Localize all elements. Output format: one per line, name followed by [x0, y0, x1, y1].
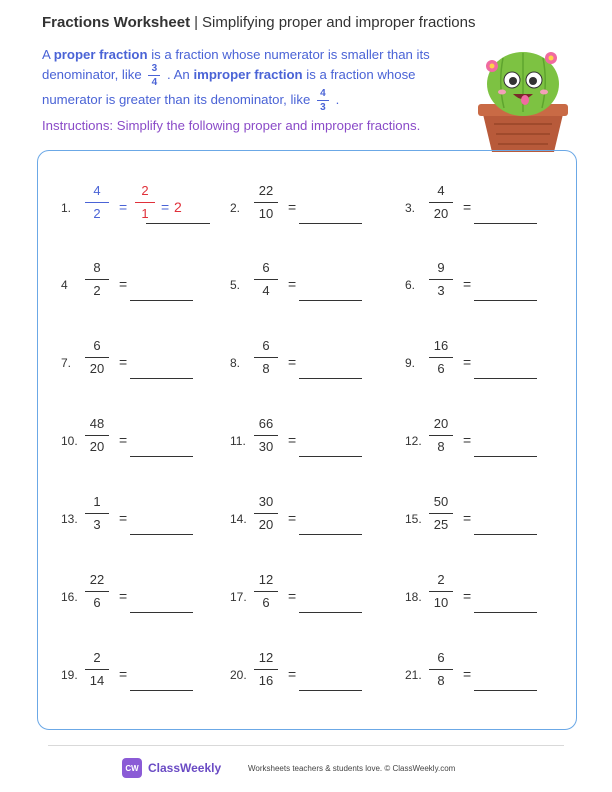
worksheet-header: [42, 14, 475, 31]
intro-text: is a fraction whose numerator is greater than its denominator, like: [42, 66, 416, 107]
fraction-numerator: 6: [262, 260, 270, 275]
problem-fraction: [254, 650, 278, 689]
fraction-numerator: 1: [93, 494, 101, 509]
equals-sign: =: [288, 276, 297, 292]
fraction-bar: [85, 513, 109, 514]
problem-fraction: [429, 260, 453, 299]
problem-fraction: [429, 183, 453, 222]
fraction-bar: [85, 357, 109, 358]
problem-number: 5.: [230, 278, 241, 292]
problem: [61, 412, 231, 468]
problem-number: 20.: [230, 668, 247, 682]
fraction-numerator: 2: [141, 183, 149, 198]
example-fraction: [85, 183, 109, 222]
fraction-denominator: 6: [262, 595, 270, 610]
problem: [61, 490, 231, 546]
instructions-label: Instructions:: [42, 118, 114, 133]
fraction-denominator: 3: [320, 102, 326, 113]
problem: [405, 179, 575, 235]
fraction-denominator: 14: [89, 673, 105, 688]
term-proper-fraction: proper fraction: [53, 47, 148, 62]
problem-fraction: [85, 494, 109, 533]
problem-fraction: [85, 650, 109, 689]
problem: [405, 490, 575, 546]
fraction-bar: [254, 202, 278, 203]
problem: [61, 334, 231, 390]
example-result: 2: [174, 199, 182, 215]
fraction-denominator: 4: [262, 283, 270, 298]
problem: [405, 256, 575, 312]
answer-line[interactable]: [130, 300, 193, 301]
equals-sign: =: [288, 432, 297, 448]
fraction-bar: [254, 435, 278, 436]
problem: [230, 412, 400, 468]
fraction-numerator: 48: [89, 416, 105, 431]
problem-number: 2.: [230, 201, 241, 215]
answer-line[interactable]: [299, 456, 362, 457]
equals-sign: =: [288, 354, 297, 370]
problem-fraction: [254, 416, 278, 455]
problem: [230, 334, 400, 390]
answer-line[interactable]: [474, 223, 537, 224]
problem-number: 7.: [61, 356, 72, 370]
problem-number: 21.: [405, 668, 422, 682]
fraction-bar: [429, 202, 453, 203]
equals-sign: =: [119, 510, 128, 526]
fraction-numerator: 3: [151, 63, 158, 74]
fraction-bar: [85, 202, 109, 203]
problem-number: 18.: [405, 590, 422, 604]
equals-sign: =: [463, 510, 472, 526]
fraction-denominator: 8: [437, 673, 445, 688]
problem-number: 19.: [61, 668, 78, 682]
equals-sign: =: [119, 588, 128, 604]
equals-sign: =: [119, 666, 128, 682]
brand-name: ClassWeekly: [148, 761, 222, 775]
fraction-denominator: 25: [433, 517, 449, 532]
equals-sign: =: [288, 588, 297, 604]
problem-number: 6.: [405, 278, 416, 292]
fraction-bar: [148, 75, 160, 76]
fraction-denominator: 20: [89, 439, 105, 454]
fraction-bar: [254, 357, 278, 358]
fraction-numerator: 66: [258, 416, 274, 431]
problem-fraction: [429, 416, 453, 455]
problem-number: 17.: [230, 590, 247, 604]
intro-text: . An: [163, 66, 194, 82]
problem-fraction: [429, 572, 453, 611]
equals-sign: =: [463, 354, 472, 370]
problem: [405, 568, 575, 624]
fraction-numerator: 12: [258, 572, 274, 587]
problem: [61, 256, 231, 312]
instructions: [42, 118, 420, 133]
header-separator: |: [194, 14, 199, 31]
fraction-numerator: 8: [93, 260, 101, 275]
answer-line[interactable]: [474, 456, 537, 457]
fraction-denominator: 4: [151, 77, 158, 88]
intro-paragraph: [42, 46, 462, 113]
fraction-numerator: 50: [433, 494, 449, 509]
problem-fraction: [85, 416, 109, 455]
problem: [230, 646, 400, 702]
problem: [61, 568, 231, 624]
problem-number: 13.: [61, 512, 78, 526]
equals-sign: =: [119, 276, 128, 292]
fraction-numerator: 16: [433, 338, 449, 353]
problem-number: 8.: [230, 356, 241, 370]
answer-line[interactable]: [474, 690, 537, 691]
instructions-text: Simplify the following proper and improper fractions.: [113, 118, 421, 133]
term-improper-fraction: improper fraction: [193, 66, 303, 82]
equals-sign: =: [463, 432, 472, 448]
fraction-denominator: 20: [89, 361, 105, 376]
fraction-bar: [85, 591, 109, 592]
fraction-denominator: 2: [93, 283, 101, 298]
fraction-bar: [429, 513, 453, 514]
equals-sign: =: [463, 666, 472, 682]
fraction-bar: [254, 513, 278, 514]
answer-line[interactable]: [299, 300, 362, 301]
problem-fraction: [254, 572, 278, 611]
fraction-bar: [85, 435, 109, 436]
fraction-denominator: 16: [258, 673, 274, 688]
answer-line[interactable]: [299, 612, 362, 613]
fraction-denominator: 20: [433, 206, 449, 221]
equals-sign: =: [463, 588, 472, 604]
fraction-numerator: 22: [89, 572, 105, 587]
problems-panel: [37, 150, 577, 730]
problem-number: 9.: [405, 356, 416, 370]
fraction-bar: [429, 435, 453, 436]
problem: [230, 179, 400, 235]
fraction-numerator: 4: [93, 183, 101, 198]
problem: [61, 646, 231, 702]
problem-fraction: [254, 338, 278, 377]
answer-line[interactable]: [299, 223, 362, 224]
fraction-bar: [254, 279, 278, 280]
problem-fraction: [85, 572, 109, 611]
equals-sign: =: [463, 199, 472, 215]
fraction-denominator: 6: [93, 595, 101, 610]
fraction-bar: [85, 279, 109, 280]
example-improper-fraction: [317, 88, 329, 113]
problem-fraction: [429, 650, 453, 689]
answer-line[interactable]: [299, 534, 362, 535]
problem: [230, 490, 400, 546]
problem-number: 4: [61, 278, 68, 292]
fraction-numerator: 4: [437, 183, 445, 198]
equals-sign: =: [288, 666, 297, 682]
problem-number: 16.: [61, 590, 78, 604]
equals-sign: =: [288, 510, 297, 526]
problem-number: 12.: [405, 434, 422, 448]
problem: [405, 334, 575, 390]
answer-line[interactable]: [299, 378, 362, 379]
fraction-bar: [429, 591, 453, 592]
answer-line[interactable]: [474, 300, 537, 301]
fraction-numerator: 6: [93, 338, 101, 353]
equals-sign: =: [119, 354, 128, 370]
fraction-denominator: 8: [437, 439, 445, 454]
fraction-numerator: 2: [437, 572, 445, 587]
problem-number: 15.: [405, 512, 422, 526]
problem-number: 14.: [230, 512, 247, 526]
fraction-denominator: 20: [258, 517, 274, 532]
fraction-denominator: 3: [437, 283, 445, 298]
footer-divider: [48, 745, 564, 746]
fraction-denominator: 8: [262, 361, 270, 376]
answer-line[interactable]: [474, 378, 537, 379]
answer-line[interactable]: [299, 690, 362, 691]
answer-line[interactable]: [130, 456, 193, 457]
problem-fraction: [254, 260, 278, 299]
fraction-denominator: 6: [437, 361, 445, 376]
fraction-bar: [135, 202, 155, 203]
problem-fraction: [429, 338, 453, 377]
equals-sign: =: [161, 199, 170, 215]
fraction-bar: [254, 669, 278, 670]
fraction-denominator: 3: [93, 517, 101, 532]
fraction-denominator: 30: [258, 439, 274, 454]
classweekly-logo-icon: CW: [122, 758, 142, 778]
fraction-bar: [429, 669, 453, 670]
answer-line[interactable]: [130, 612, 193, 613]
example-answer-fraction: [135, 183, 155, 222]
intro-text: is a fraction whose numerator is smaller than its denominator, like: [42, 47, 430, 82]
answer-line[interactable]: [130, 378, 193, 379]
fraction-numerator: 12: [258, 650, 274, 665]
answer-line[interactable]: [130, 534, 193, 535]
fraction-numerator: 22: [258, 183, 274, 198]
fraction-bar: [429, 357, 453, 358]
problem: [230, 256, 400, 312]
fraction-bar: [85, 669, 109, 670]
answer-line[interactable]: [474, 612, 537, 613]
equals-sign: =: [119, 199, 128, 215]
fraction-numerator: 20: [433, 416, 449, 431]
problem-number: 11.: [230, 434, 246, 448]
fraction-denominator: 10: [433, 595, 449, 610]
problem-number: 1.: [61, 201, 72, 215]
equals-sign: =: [288, 199, 297, 215]
problem-fraction: [429, 494, 453, 533]
fraction-bar: [317, 100, 329, 101]
problem-fraction: [85, 260, 109, 299]
answer-line[interactable]: [474, 534, 537, 535]
fraction-numerator: 4: [320, 88, 326, 99]
equals-sign: =: [463, 276, 472, 292]
fraction-numerator: 2: [93, 650, 101, 665]
answer-line[interactable]: [130, 690, 193, 691]
problem-number: 3.: [405, 201, 416, 215]
example-problem: [61, 179, 231, 235]
fraction-denominator: 1: [141, 206, 149, 221]
fraction-bar: [254, 591, 278, 592]
example-proper-fraction: [148, 63, 160, 88]
worksheet-title: Fractions Worksheet: [42, 14, 191, 31]
intro-text: .: [331, 91, 340, 107]
fraction-numerator: 30: [258, 494, 274, 509]
fraction-numerator: 9: [437, 260, 445, 275]
footer-tagline: Worksheets teachers & students love. © ClassWeekly.com: [248, 764, 456, 773]
fraction-numerator: 6: [437, 650, 445, 665]
answer-line: [146, 223, 210, 224]
fraction-numerator: 6: [262, 338, 270, 353]
problem-fraction: [85, 338, 109, 377]
equals-sign: =: [119, 432, 128, 448]
fraction-bar: [429, 279, 453, 280]
intro-text: A: [42, 47, 54, 62]
problem-number: 10.: [61, 434, 78, 448]
problem: [230, 568, 400, 624]
problem-fraction: [254, 183, 278, 222]
fraction-denominator: 10: [258, 206, 274, 221]
problem-fraction: [254, 494, 278, 533]
worksheet-subtitle: Simplifying proper and improper fractions: [202, 14, 476, 31]
fraction-denominator: 2: [93, 206, 101, 221]
problem: [405, 646, 575, 702]
problem: [405, 412, 575, 468]
cactus-mascot-icon: [468, 44, 578, 156]
